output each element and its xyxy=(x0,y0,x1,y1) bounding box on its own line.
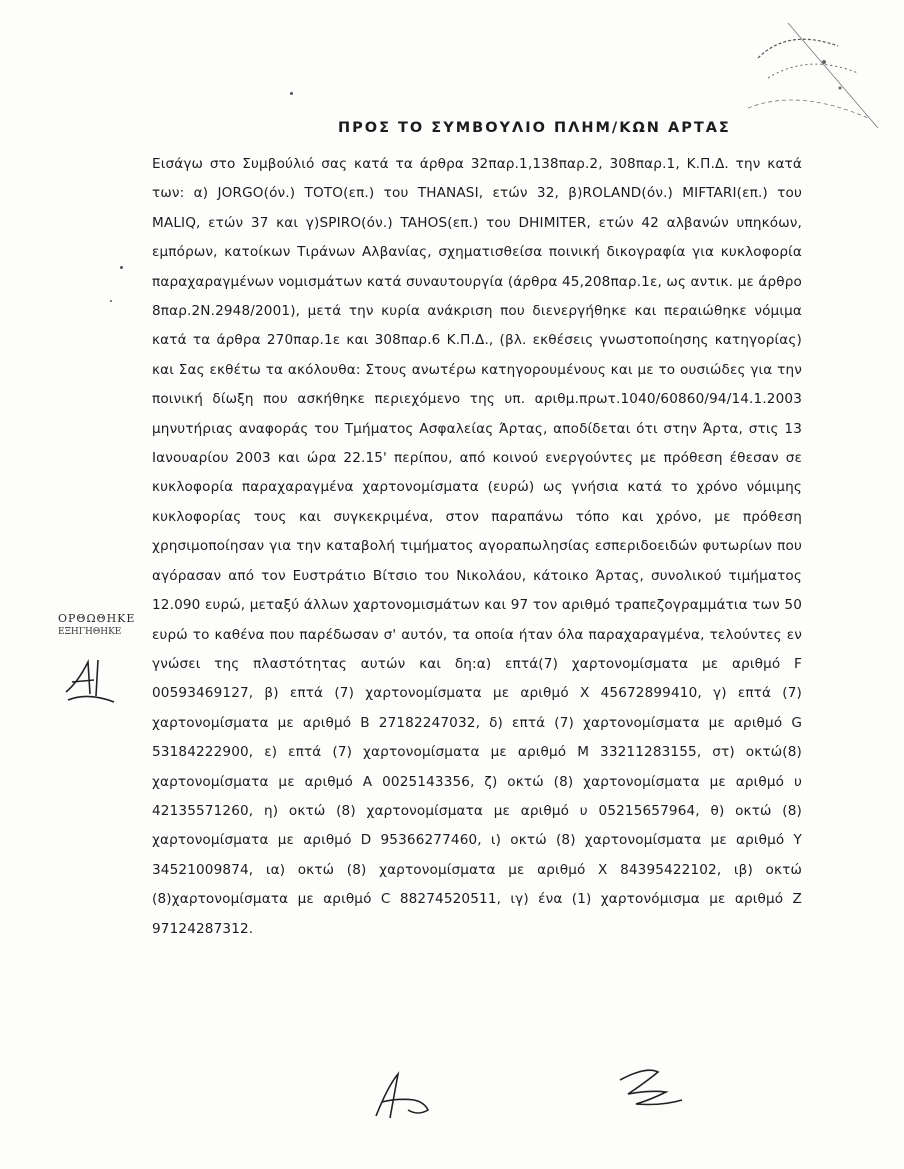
stamp-icon xyxy=(728,18,888,138)
body-paragraph: Εισάγω στο Συμβούλιό σας κατά τα άρθρα 32παρ.1,138παρ.2, 308παρ.1, Κ.Π.Δ. την κατά των: α) JORGO(όν.) TOTO(επ.) του THANASI, ετών 32, β)ROLAND(όν.) MIFTARI(επ.) του MALIQ, ετών 37 και γ)SPIRO(όν.) TAHOS(επ.) του DHIMITER, ετών 42 αλβανών υπηκόων, εμπόρων, κατοίκων Τιράνων Αλβανίας, σχηματισθείσα ποινική δικογραφία για κυκλοφορία παραχαραγμένων νομισμάτων κατά συναυτουργία (άρθρα 45,208παρ.1ε, ως αντικ. με άρθρο 8παρ.2Ν.2948/2001), μετά την κυρία ανάκριση που διενεργήθηκε και περαιώθηκε νόμιμα κατά τα άρθρα 270παρ.1ε και 308παρ.6 Κ.Π.Δ., (βλ. εκθέσεις γνωστοποίησης κατηγορίας) και Σας εκθέτω τα ακόλουθα: Στους ανωτέρω κατηγορουμένους και με το ουσιώδες για την ποινική δίωξη που ασκήθηκε περιεχόμενο της υπ. αριθμ.πρωτ.1040/60860/94/14.1.2003 μηνυτήριας αναφοράς του Τμήματος Ασφαλείας Άρτας, αποδίδεται ότι στην Άρτα, στις 13 Ιανουαρίου 2003 και ώρα 22.15' περίπου, από κοινού ενεργούντες με πρόθεση έθεσαν σε κυκλοφορία παραχαραγμένα χαρτονομίσματα (ευρώ) ως γνήσια κατά το χρόνο νόμιμης κυκλοφορίας τους και συγκεκριμένα, στον παραπάνω τόπο και χρόνο, με πρόθεση χρησιμοποίησαν για την καταβολή τιμήματος αγοραπωλησίας εσπεριδοειδών φυτωρίων που αγόρασαν από τον Ευστράτιο Βίτσιο του Νικολάου, κάτοικο Άρτας, συνολικού τιμήματος 12.090 ευρώ, μεταξύ άλλων χαρτονομισμάτων και 97 τον αριθμό τραπεζογραμμάτια των 50 ευρώ το καθένα που παρέδωσαν σ' αυτόν, τα οποία ήταν όλα παραχαραγμένα, τελούντες εν γνώσει της πλαστότητας αυτών και δη:α) επτά(7) χαρτονομίσματα με αριθμό F 00593469127, β) επτά (7) χαρτονομίσματα με αριθμό X 45672899410, γ) επτά (7) χαρτονομίσματα με αριθμό B 27182247032, δ) επτά (7) χαρτονομίσματα με αριθμό G 53184222900, ε) επτά (7) χαρτονομίσματα με αριθμό M 33211283155, στ) οκτώ(8) χαρτονομίσματα με αριθμό A 0025143356, ζ) οκτώ (8) χαρτονομίσματα με αριθμό υ 42135571260, η) οκτώ (8) χαρτονομίσματα με αριθμό υ 05215657964, θ) οκτώ (8) χαρτονομίσματα με αριθμό D 95366277460, ι) οκτώ (8) χαρτονομίσματα με αριθμό Y 34521009874, ια) οκτώ (8) χαρτονομίσματα με αριθμό X 84395422102, ιβ) οκτώ (8)χαρτονομίσματα με αριθμό C 88274520511, ιγ) ένα (1) χαρτονόμισμα με αριθμό Z 97124287312. xyxy=(152,156,802,937)
margin-note xyxy=(58,612,148,637)
margin-note-line1: ΟΡΘΩΘΗΚΕ xyxy=(58,612,136,625)
signature-icon xyxy=(606,1060,696,1120)
signature-icon xyxy=(58,652,128,712)
scan-speck xyxy=(120,266,123,269)
document-body xyxy=(152,150,802,944)
scan-speck xyxy=(290,92,293,95)
margin-note-line2: ΕΞΗΓΗΘΗΚΕ xyxy=(58,627,122,637)
scan-speck xyxy=(110,300,112,302)
signature-icon xyxy=(368,1066,448,1126)
document-title: ΠΡΟΣ ΤΟ ΣΥΜΒΟΥΛΙΟ ΠΛΗΜ/ΚΩΝ ΑΡΤΑΣ xyxy=(338,120,731,136)
